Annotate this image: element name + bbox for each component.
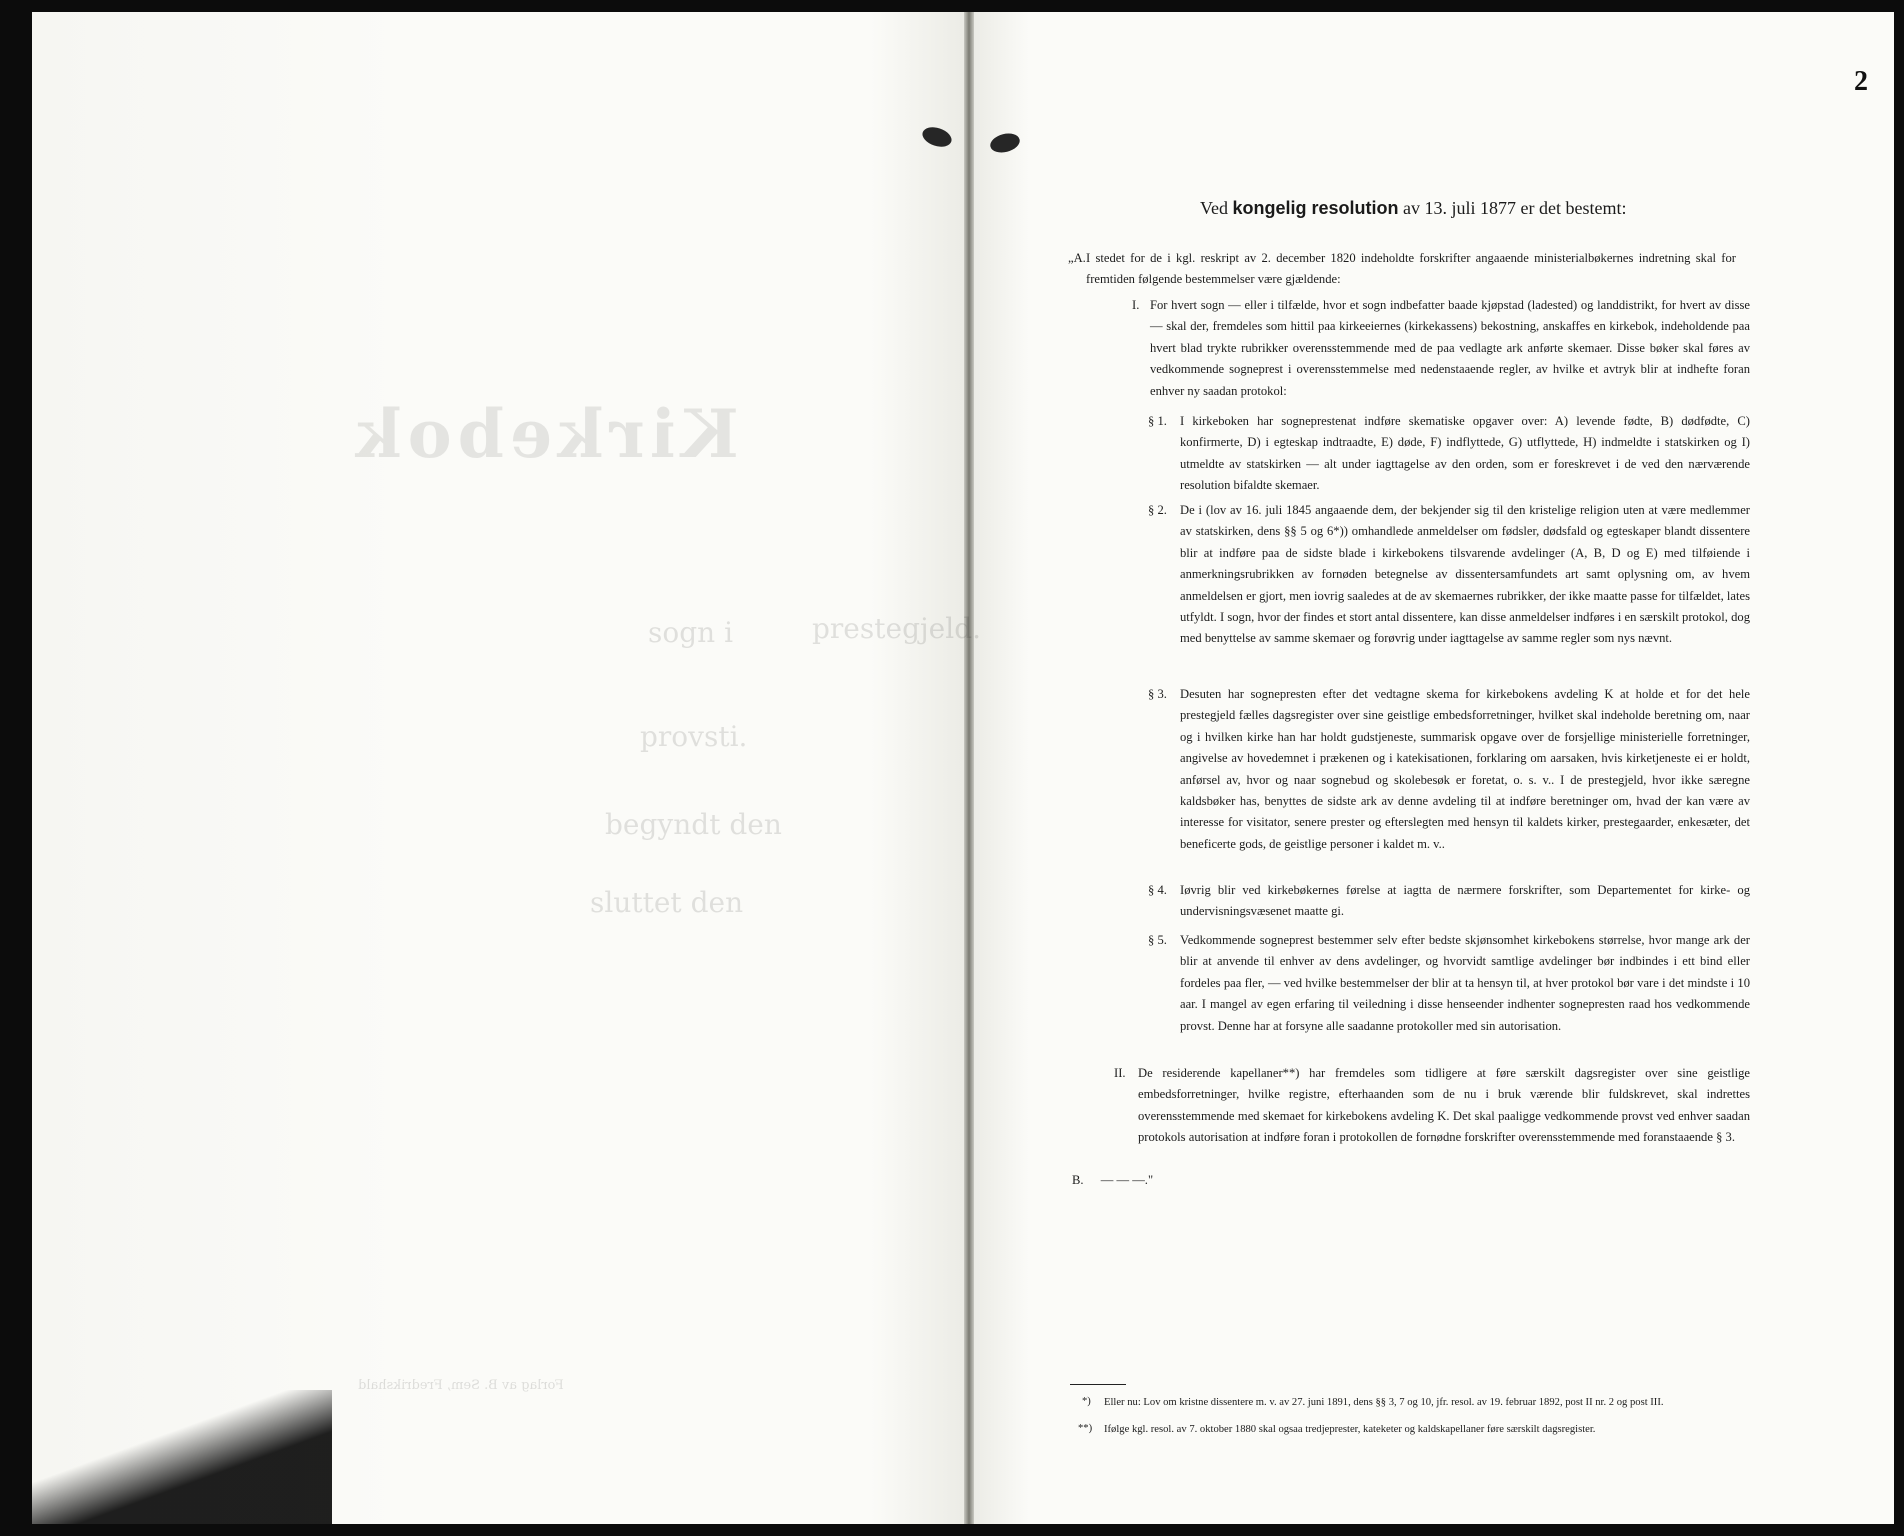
bleed-line-2: provsti. <box>640 720 748 753</box>
section-b-label: B. <box>1072 1173 1084 1187</box>
paragraph-4-text: Iøvrig blir ved kirkebøkernes førelse at iagtta de nærmere forskrifter, som Departementet for kirke- og undervisningsvæsenet maatte gi. <box>1180 883 1750 919</box>
footnote-1-mark: *) <box>1082 1396 1091 1407</box>
footnote-rule <box>1070 1384 1126 1385</box>
paragraph-3-text: Desuten har sognepresten efter det vedtagne skema for kirkebokens avdeling K at holde et for det hele prestegjeld fælles dagsregister over sine geistlige embedsforretninger, hvilket skal indeholde beretning om, naar og i hvilken kirke han har holdt gudstjeneste, summarisk opgave over de forsjellige ministerielle forretninger, angivelse av hovedemnet i prækenen og i katekisationen, forklaring om aarsaken, hvis kirketjeneste ei er holdt, anførsel av, hvor og naar sognebud og skolebesøk er foretat, o. s. v.. I de prestegjeld, hvor ikke særegne kaldsbøker has, benyttes de sidste ark av denne avdeling til at indføre beretninger om, hvad der kan være av interesse for visitator, senere prester og efterslegten med hensyn til kaldets kirker, prestegaarder, enkesæter, det beneficerte gods, de geistlige personer i kaldet m. v.. <box>1180 687 1750 851</box>
page-number: 2 <box>1854 66 1868 97</box>
paragraph-5-text: Vedkommende sogneprest bestemmer selv efter bedste skjønsomhet kirkebokens størrelse, hvor mange ark der blir at anvende til enhver av dens avdelinger, og hvorvidt samtlige avdelinger bør indbindes i ett bind eller fordeles paa fler, — ved hvilke bestemmelser der blir at ta hensyn til, at hver protokol bør vare i det mindste i 10 aar. I mangel av egen erfaring til veiledning i disse henseender indhenter sognepresten raad hos vedkommende provst. Denne har at forsyne alle saadanne protokoller med sin autorisation. <box>1180 933 1750 1033</box>
paragraph-2-text: De i (lov av 16. juli 1845 angaaende dem, der bekjender sig til den kristelige religion uten at være medlemmer av statskirken, dens §§ 5 og 6*)) omhandlede anmeldelser om fødsler, dødsfald og egteskaper blandt dissentere blir at indføre paa de sidste blade i kirkebokens tilsvarende avdelinger (A, B, D og E) med tilføiende i anmerkningsrubrikken av fornøden betegnelse av dissentersamfundets art samt oplysning om, av hvem anmeldelsen er gjort, men iovrig saaledes at de av skemaernes rubrikker, der ikke maatte passe for tilfældet, lates utfyldt. I sogn, hvor der findes et stort antal dissentere, kan disse anmeldelser indføres i en særskilt protokol, dog med benyttelse av samme skemaer og forøvrig under iagttagelse av samme regler som nys nævnt. <box>1180 503 1750 646</box>
corner-shadow <box>32 1390 332 1524</box>
bleed-line-1-end: prestegjeld. <box>812 612 982 645</box>
bleed-line-3: begyndt den <box>605 808 782 841</box>
section-a-label: „A. <box>1068 251 1086 265</box>
page-heading <box>1200 198 1720 219</box>
footnote-2-text: Ifølge kgl. resol. av 7. oktober 1880 skal ogsaa tredjeprester, kateketer og kaldskapellaner føre særskilt dagsregister. <box>1104 1424 1596 1435</box>
paragraph-3-label: § 3. <box>1148 687 1167 701</box>
item-i-label: I. <box>1132 298 1140 312</box>
left-page <box>32 12 964 1524</box>
paragraph-4-label: § 4. <box>1148 883 1167 897</box>
item-ii-text: De residerende kapellaner**) har fremdeles som tidligere at føre særskilt dagsregister over sine geistlige embedsforretninger, hvilke registre, efterhaanden som de nu i bruk værende blir fuldskrevet, skal indrettes overensstemmende med skemaet for kirkebokens avdeling K. Det skal paaligge vedkommende provst ved enhver saadan protokols autorisation at indføre foran i protokollen de fornødne forskrifter overensstemmende med foranstaaende § 3. <box>1138 1066 1750 1145</box>
footnote-2-mark: **) <box>1078 1423 1093 1434</box>
paragraph-1-label: § 1. <box>1148 414 1167 428</box>
bleed-title: Kirkebok <box>350 395 739 473</box>
book-gutter <box>964 12 974 1524</box>
section-b-text: — — —." <box>1100 1173 1154 1187</box>
bleed-imprint: Forlag av B. Sem, Fredrikshald <box>358 1378 564 1393</box>
paragraph-1-text: I kirkeboken har sogneprestenat indføre skematiske opgaver over: A) levende fødte, B) dødfødte, C) konfirmerte, D) i egteskap indtraadte, E) døde, F) indflyttede, G) utflyttede, H) indmeldte i statskirken og I) utmeldte av statskirken — alt under iagttagelse av den orden, som er foreskrevet i de ved den nærværende resolution bifaldte skemaer. <box>1180 414 1750 493</box>
item-ii-label: II. <box>1114 1066 1126 1080</box>
section-b <box>1072 1170 1153 1191</box>
paragraph-2-label: § 2. <box>1148 503 1167 517</box>
heading-suffix: av 13. juli 1877 er det bestemt: <box>1403 198 1627 218</box>
bleed-line-4: sluttet den <box>590 886 744 919</box>
bleed-line-1: sogn i <box>648 616 734 649</box>
heading-prefix: Ved <box>1200 198 1228 218</box>
paragraph-5-label: § 5. <box>1148 933 1167 947</box>
item-i-text: For hvert sogn — eller i tilfælde, hvor et sogn indbefatter baade kjøpstad (ladested) og landdistrikt, for hvert av disse — skal der, fremdeles som hittil paa kirkeeiernes (kirkekassens) bekostning, anskaffes en kirkebok, indeholdende paa hvert blad trykte rubrikker overensstemmende med de paa vedlagte ark anførte skemaer. Disse bøker skal føres av vedkommende sogneprest i overensstemmelse med nedenstaaende regler, av hvilke et avtryk blir at indhefte foran enhver ny saadan protokol: <box>1150 298 1750 398</box>
footnote-1-text: Eller nu: Lov om kristne dissentere m. v. av 27. juni 1891, dens §§ 3, 7 og 10, jfr. resol. av 19. februar 1892, post II nr. 2 og post III. <box>1104 1397 1664 1408</box>
section-a-text: I stedet for de i kgl. reskript av 2. december 1820 indeholdte forskrifter angaaende ministerialbøkernes indretning skal for fremtiden følgende bestemmelser være gjældende: <box>1086 251 1736 287</box>
heading-bold: kongelig resolution <box>1232 198 1399 218</box>
